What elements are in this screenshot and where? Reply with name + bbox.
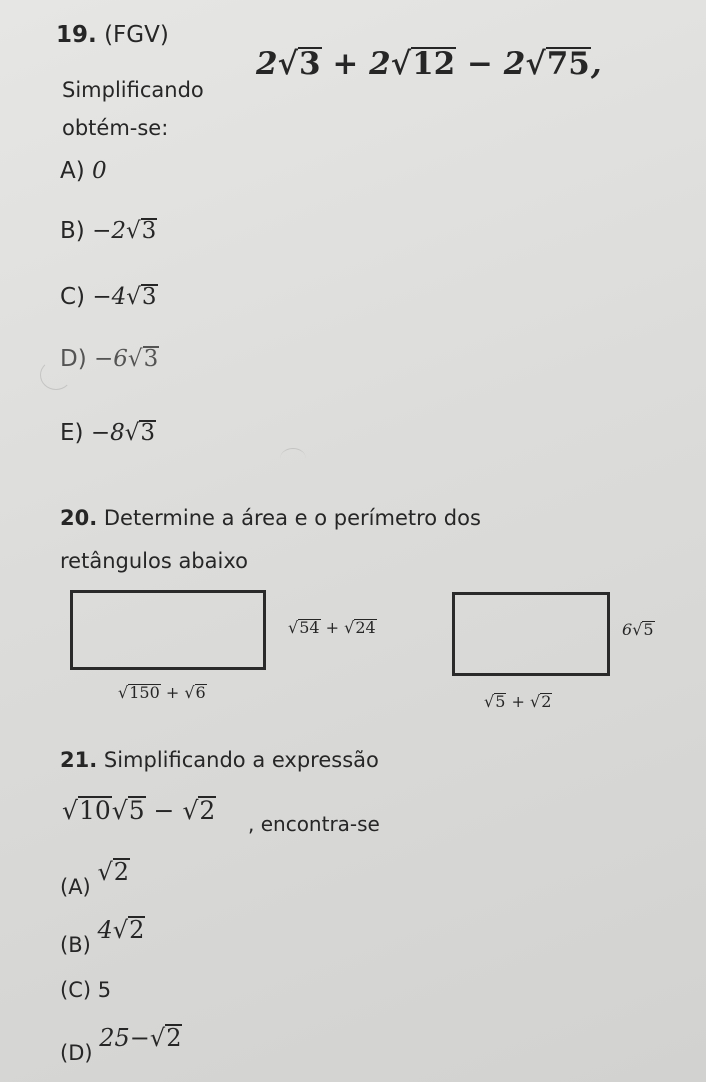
question-source: (FGV): [104, 22, 169, 48]
question-number: 20.: [60, 506, 98, 530]
question-20-line1: 20. Determine a área e o perímetro dos: [60, 506, 481, 530]
option-d[interactable]: (D) 25−√2: [60, 1024, 182, 1065]
sqrt-3: √3: [125, 218, 157, 244]
rectangle-2-width-label: √5 + √2: [484, 692, 552, 711]
operator: −: [467, 46, 493, 82]
coef: 2: [369, 46, 391, 82]
rectangle-1: [70, 590, 266, 670]
option-c[interactable]: (C) 5: [60, 978, 112, 1002]
sqrt-12: √12: [390, 46, 456, 82]
option-d[interactable]: D) −6√3: [60, 346, 159, 372]
option-e[interactable]: E) −8√3: [60, 420, 156, 446]
operator: +: [332, 46, 359, 82]
sqrt-3: √3: [126, 284, 157, 310]
question-19-prompt: Simplificando: [62, 78, 204, 102]
sqrt-3: √3: [277, 46, 321, 82]
question-20-line2: retângulos abaixo: [60, 549, 248, 573]
sqrt-3: √3: [127, 346, 159, 372]
option-a[interactable]: A) 0: [60, 158, 107, 184]
coef: 2: [256, 46, 278, 82]
question-19-header: [56, 22, 169, 48]
paper-smudge: [280, 448, 306, 469]
question-21-expression: √10√5 − √2: [62, 796, 216, 825]
rectangle-1-height-label: √54 + √24: [288, 618, 376, 637]
question-21-prompt: 21. Simplificando a expressão: [60, 748, 379, 772]
rectangle-1-width-label: √150 + √6: [118, 683, 206, 702]
question-21-continuation: , encontra-se: [248, 812, 380, 836]
question-19-continuation: obtém-se:: [62, 116, 169, 140]
rectangle-2-height-label: 6√5: [622, 620, 654, 639]
option-c[interactable]: C) −4√3: [60, 284, 157, 310]
question-number: 19.: [56, 22, 97, 48]
sqrt-3: √3: [124, 420, 156, 446]
question-number: 21.: [60, 748, 98, 772]
sqrt-75: √75: [525, 46, 590, 82]
option-b[interactable]: B) −2√3: [60, 218, 157, 244]
rectangle-2: [452, 592, 610, 676]
option-b[interactable]: (B) 4√2: [60, 916, 145, 957]
option-a[interactable]: (A) √2: [60, 858, 130, 899]
coef: 2: [503, 46, 526, 82]
question-19-expression: 2√3 + 2√12 − 2√75,: [256, 46, 602, 82]
